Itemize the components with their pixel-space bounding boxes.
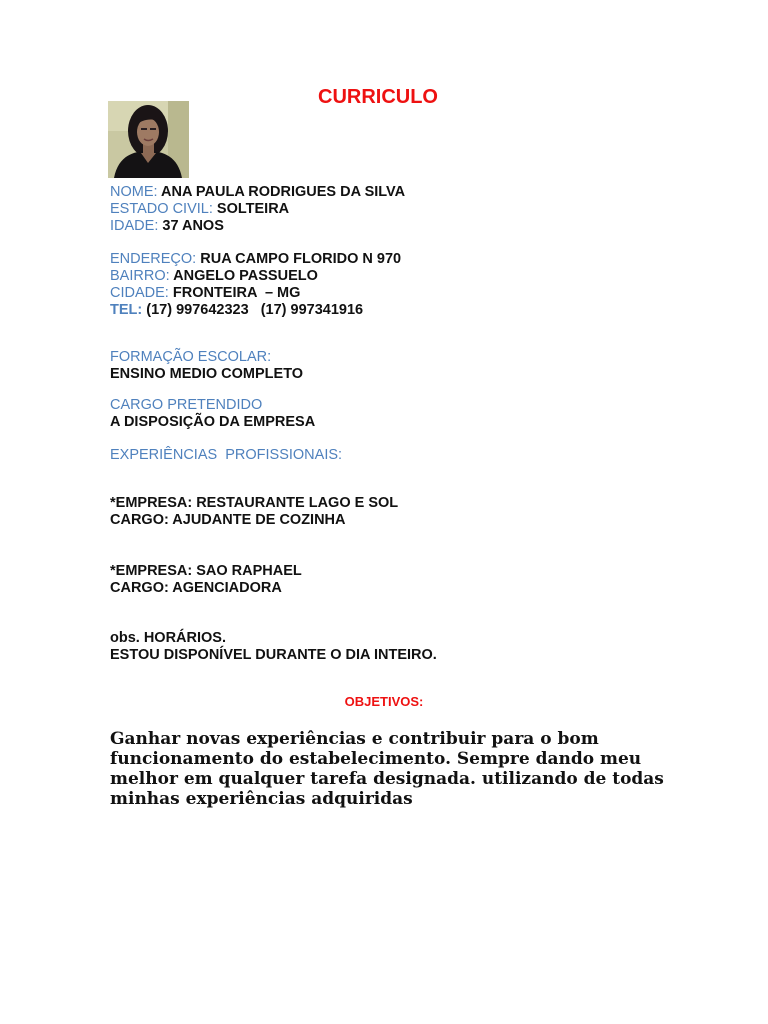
address-label: ENDEREÇO: [110, 251, 197, 267]
obs-availability: ESTOU DISPONÍVEL DURANTE O DIA INTEIRO. [110, 647, 437, 663]
address-value: RUA CAMPO FLORIDO N 970 [200, 251, 402, 267]
job-company: *EMPRESA: RESTAURANTE LAGO E SOL [110, 495, 399, 511]
objectives-text: Ganhar novas experiências e contribuir para o bom funcionamento do estabelecimento. Sempre dando meu melhor em qualquer tarefa designada. utilizando de todas minhas experiências adquiridas [110, 729, 664, 809]
profile-photo [108, 101, 189, 178]
age-row [110, 218, 224, 235]
experience-heading: EXPERIÊNCIAS PROFISSIONAIS: [110, 447, 343, 463]
district-label: BAIRRO: [110, 268, 170, 284]
city-row [110, 285, 300, 302]
profile-photo-image [108, 101, 189, 178]
position-value: A DISPOSIÇÃO DA EMPRESA [110, 414, 316, 430]
position-heading: CARGO PRETENDIDO [110, 397, 263, 413]
education-value: ENSINO MEDIO COMPLETO [110, 366, 304, 382]
objectives-heading: OBJETIVOS: [344, 694, 424, 709]
age-label: IDADE: [110, 218, 159, 234]
name-label: NOME: [110, 184, 158, 200]
address-row [110, 251, 401, 268]
phone-row [110, 302, 363, 319]
city-label: CIDADE: [110, 285, 169, 301]
district-row [110, 268, 318, 285]
city-value: FRONTEIRA – MG [172, 285, 301, 301]
obs-schedule: obs. HORÁRIOS. [110, 630, 227, 646]
phone-value: (17) 997642323 (17) 997341916 [146, 302, 364, 318]
age-value: 37 ANOS [162, 218, 224, 234]
phone-label: TEL: [110, 302, 143, 318]
education-heading: FORMAÇÃO ESCOLAR: [110, 349, 272, 365]
civil-status-value: SOLTEIRA [216, 201, 290, 217]
district-value: ANGELO PASSUELO [173, 268, 318, 284]
job-role: CARGO: AGENCIADORA [110, 580, 282, 596]
civil-status-label: ESTADO CIVIL: [110, 201, 213, 217]
name-value: ANA PAULA RODRIGUES DA SILVA [161, 184, 406, 200]
civil-status-row [110, 201, 289, 218]
name-row [110, 184, 405, 201]
job-company: *EMPRESA: SAO RAPHAEL [110, 563, 302, 579]
page-title: CURRICULO [318, 86, 438, 108]
job-role: CARGO: AJUDANTE DE COZINHA [110, 512, 346, 528]
